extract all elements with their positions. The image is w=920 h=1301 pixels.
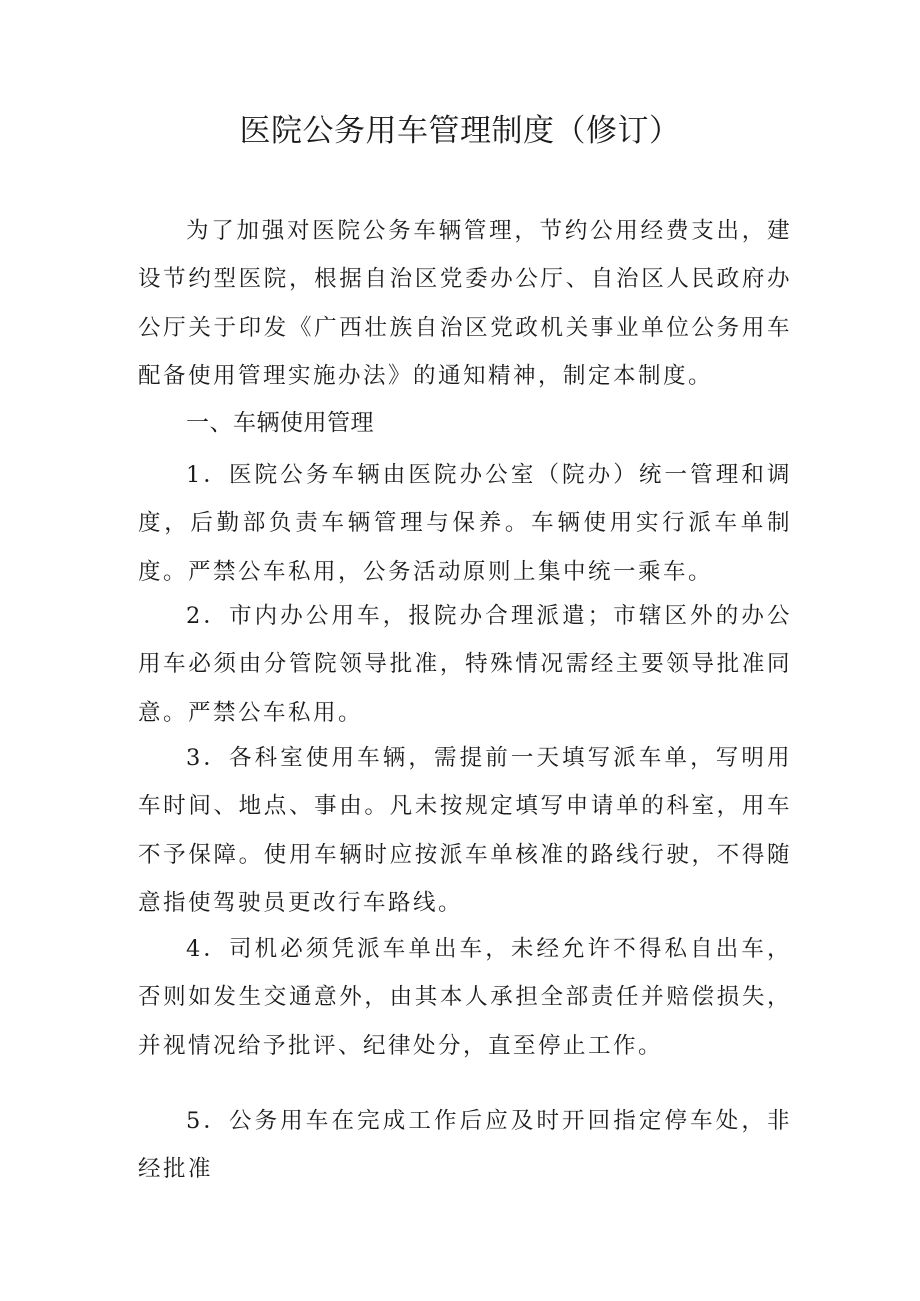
rule-paragraph-2: 2．市内办公用车，报院办合理派遣；市辖区外的办公用车必须由分管院领导批准，特殊情况需经主要领导批准同意。严禁公车私用。 — [138, 603, 792, 726]
rule-paragraph-5: 5．公务用车在完成工作后应及时开回指定停车处，非经批准 — [138, 1108, 792, 1183]
rule-paragraph-1: 1．医院公务车辆由医院办公室（院办）统一管理和调度，后勤部负责车辆管理与保养。车辆使用实行派车单制度。严禁公车私用，公务活动原则上集中统一乘车。 — [138, 462, 792, 585]
section-heading-vehicle-use: 一、车辆使用管理 — [186, 410, 374, 436]
document-title: 医院公务用车管理制度（修订） — [239, 113, 681, 149]
intro-paragraph: 为了加强对医院公务车辆管理，节约公用经费支出，建设节约型医院，根据自治区党委办公厅、自治区人民政府办公厅关于印发《广西壮族自治区党政机关事业单位公务用车配备使用管理实施办法》的通知精神，制定本制度。 — [138, 218, 792, 390]
rule-paragraph-3: 3．各科室使用车辆，需提前一天填写派车单，写明用车时间、地点、事由。凡未按规定填写申请单的科室，用车不予保障。使用车辆时应按派车单核准的路线行驶，不得随意指使驾驶员更改行车路线。 — [138, 745, 792, 917]
rule-paragraph-4: 4．司机必须凭派车单出车，未经允许不得私自出车，否则如发生交通意外，由其本人承担全部责任并赔偿损失，并视情况给予批评、纪律处分，直至停止工作。 — [138, 936, 792, 1059]
